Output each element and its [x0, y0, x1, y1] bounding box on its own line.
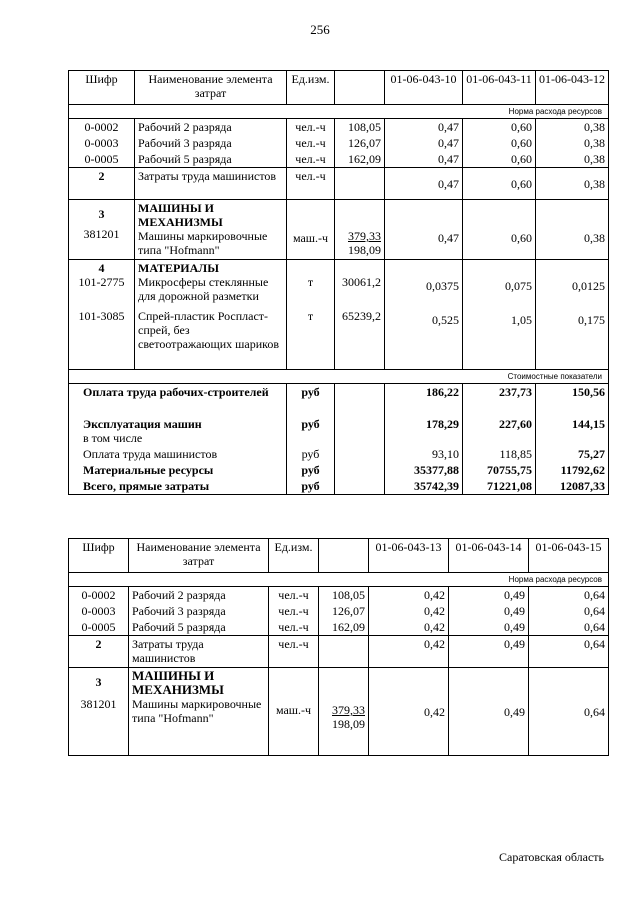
norm-header-row — [69, 105, 609, 119]
table-row: 0-0005 Рабочий 5 разряда чел.-ч 162,09 0,42 0,49 0,64 — [69, 619, 609, 636]
table-row: Материальные ресурсы руб 35377,88 70755,75 11792,62 — [69, 462, 609, 478]
header-code: Шифр — [69, 539, 129, 573]
header-col-1: 01-06-043-10 — [385, 71, 463, 105]
table-row: 0-0002 Рабочий 2 разряда чел.-ч 108,05 0,47 0,60 0,38 — [69, 119, 609, 136]
table-row: Эксплуатация машин в том числе руб 178,29 227,60 144,15 — [69, 416, 609, 446]
table-row: 2 Затраты труда машинистов чел.-ч 0,42 0,49 0,64 — [69, 636, 609, 668]
page-number: 256 — [310, 22, 330, 37]
table-row: 0-0003 Рабочий 3 разряда чел.-ч 126,07 0,47 0,60 0,38 — [69, 135, 609, 151]
cost-header-row — [69, 370, 609, 384]
table-row: Оплата труда машинистов руб 93,10 118,85 75,27 — [69, 446, 609, 462]
table-row: 2 Затраты труда машинистов чел.-ч 0,47 0,60 0,38 — [69, 168, 609, 200]
norm-header: Норма расхода ресурсов — [69, 573, 609, 587]
table-row: Всего, прямые затраты руб 35742,39 71221,08 12087,33 — [69, 478, 609, 495]
header-price — [319, 539, 369, 573]
section-title: МАШИНЫ И МЕХАНИЗМЫ — [132, 668, 224, 697]
table-row: 3 381201 МАШИНЫ И МЕХАНИЗМЫ Машины маркировочные типа "Hofmann" маш.-ч 379,33 198,09 0,42 0,49 0,64 — [69, 668, 609, 756]
table-row: 0-0005 Рабочий 5 разряда чел.-ч 162,09 0,47 0,60 0,38 — [69, 151, 609, 168]
resource-table-2 — [68, 538, 609, 756]
section-title: МАТЕРИАЛЫ — [138, 261, 219, 275]
header-col-1: 01-06-043-13 — [369, 539, 449, 573]
header-row — [69, 71, 609, 105]
norm-header-row — [69, 573, 609, 587]
table-row: 4 101-2775 101-3085 МАТЕРИАЛЫ Микросферы стеклянные для дорожной разметки Спрей-пластик Роспласт-спрей, без светоотражающих шариков т т 30061,2 65239,2 0,0375 0,525 0,075 1,05 0,0125 0,175 — [69, 260, 609, 370]
header-row — [69, 539, 609, 573]
header-col-2: 01-06-043-14 — [449, 539, 529, 573]
resource-table-1 — [68, 70, 609, 495]
header-name: Наименование элемента затрат — [129, 539, 269, 573]
header-code: Шифр — [69, 71, 135, 105]
header-col-2: 01-06-043-11 — [463, 71, 536, 105]
section-title: МАШИНЫ И МЕХАНИЗМЫ — [138, 201, 223, 229]
header-unit: Ед.изм. — [269, 539, 319, 573]
header-col-3: 01-06-043-15 — [529, 539, 609, 573]
table-row: 0-0002 Рабочий 2 разряда чел.-ч 108,05 0,42 0,49 0,64 — [69, 587, 609, 604]
header-price — [335, 71, 385, 105]
table-row: 3 381201 МАШИНЫ И МЕХАНИЗМЫ Машины маркировочные типа "Hofmann" маш.-ч 379,33 198,09 0,47 0,60 0,38 — [69, 200, 609, 260]
table-row: 0-0003 Рабочий 3 разряда чел.-ч 126,07 0,42 0,49 0,64 — [69, 603, 609, 619]
header-col-3: 01-06-043-12 — [536, 71, 609, 105]
norm-header: Норма расхода ресурсов — [69, 105, 609, 119]
footer-region: Саратовская область — [498, 850, 604, 864]
table-row: Оплата труда рабочих-строителей руб 186,22 237,73 150,56 — [69, 384, 609, 416]
cost-header: Стоимостные показатели — [69, 370, 609, 384]
header-name: Наименование элемента затрат — [135, 71, 287, 105]
header-unit: Ед.изм. — [287, 71, 335, 105]
